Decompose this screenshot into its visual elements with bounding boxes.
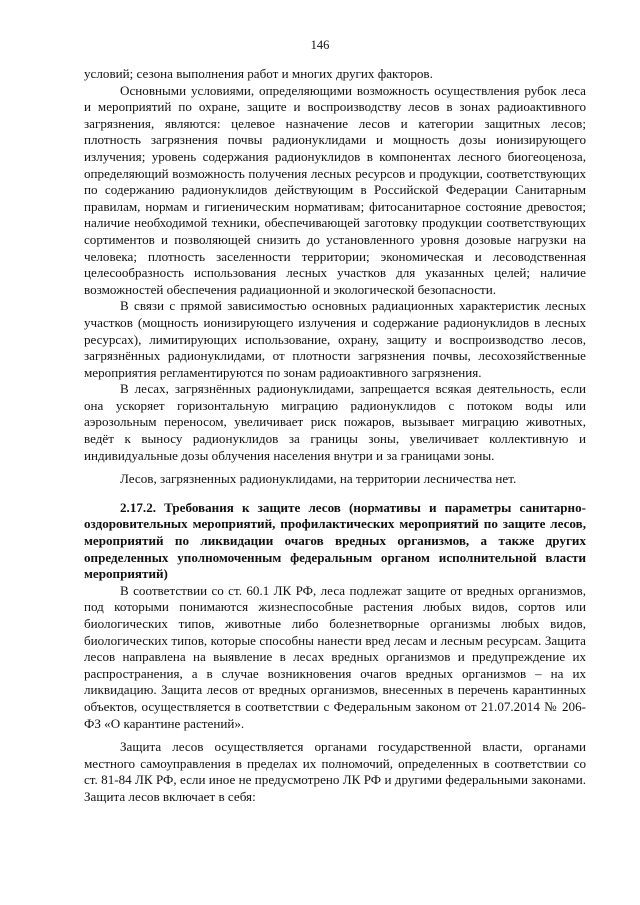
paragraph-conditions: Основными условиями, определяющими возможность осуществления рубок леса и мероприятий по охране, защите и воспроизводству лесов в зонах радиоактивного загрязнения, являются: целевое назначение лесов и категории защитных лесов; плотность загрязнения почвы радионуклидами и мощность дозы ионизирующего излучения; уровень содержания радионуклидов в компонентах лесного биогеоценоза, определяющий возможность получения лесных ресурсов и продукции, соответствующих по содержанию радионуклидов действующим в Российской Федерации Санитарным правилам, нормам и гигиеническим нормативам; фитосанитарное состояние древостоя; наличие необходимой техники, обеспечивающей заготовку продукции соответствующих сортиментов и позволяющей снизить до установленного уровня дозовые нагрузки на человека; плотность заселенности территории; экономическая и лесоводственная целесообразность использования лесных участков для указанных целей; наличие возможностей обеспечения радиационной и экологической безопасности. bbox=[84, 82, 586, 297]
body-text bbox=[84, 66, 586, 806]
paragraph-prohibitions: В лесах, загрязнённых радионуклидами, запрещается всякая деятельность, если она ускоряет горизонтальную миграцию радионуклидов с потоком воды или аэрозольным переносом, увеличивает риск пожаров, вызывает миграцию животных, ведёт к выносу радионуклидов за границы зоны, увеличивает коллективную и индивидуальные дозы облучения населения внутри и за границами зоны. bbox=[84, 381, 586, 463]
paragraph-forest-protection-law: В соответствии со ст. 60.1 ЛК РФ, леса подлежат защите от вредных организмов, под которыми понимаются жизнеспособные растения любых видов, сортов или биологических типов, животные либо болезнетворные организмы любых видов, биологических типов, которые способны нанести вред лесам и лесным ресурсам. Защита лесов направлена на выявление в лесах вредных организмов и предупреждение их распространения, а в случае возникновения очагов вредных организмов – на их ликвидацию. Защита лесов от вредных организмов, внесенных в перечень карантинных объектов, осуществляется в соответствии с Федеральным законом от 21.07.2014 № 206-ФЗ «О карантине растений». bbox=[84, 582, 586, 731]
paragraph-continuation: условий; сезона выполнения работ и многих других факторов. bbox=[84, 66, 433, 81]
paragraph-radiation-zones: В связи с прямой зависимостью основных радиационных характеристик лесных участков (мощность ионизирующего излучения и содержание радионуклидов в лесных ресурсах), лимитирующих использование, охрану, защиту и воспроизводство лесов, загрязнённых радионуклидами, от плотности загрязнения почвы, лесохозяйственные мероприятия регламентируются по зонам радиоактивного загрязнения. bbox=[84, 298, 586, 380]
section-heading-2-17-2: 2.17.2. Требования к защите лесов (нормативы и параметры санитарно-оздоровительных мероприятий, профилактических мероприятий по защите лесов, мероприятий по ликвидации очагов вредных организмов, а также других определенных уполномоченным федеральным органом исполнительной власти мероприятий) bbox=[84, 499, 586, 582]
paragraph-no-contaminated-forests: Лесов, загрязненных радионуклидами, на территории лесничества нет. bbox=[120, 471, 517, 487]
page-number: 146 bbox=[310, 38, 330, 52]
paragraph-protection-authorities: Защита лесов осуществляется органами государственной власти, органами местного самоуправления в пределах их полномочий, определенных в соответствии со ст. 81-84 ЛК РФ, если иное не предусмотрено ЛК РФ и другими федеральными законами. Защита лесов включает в себя: bbox=[84, 739, 586, 804]
